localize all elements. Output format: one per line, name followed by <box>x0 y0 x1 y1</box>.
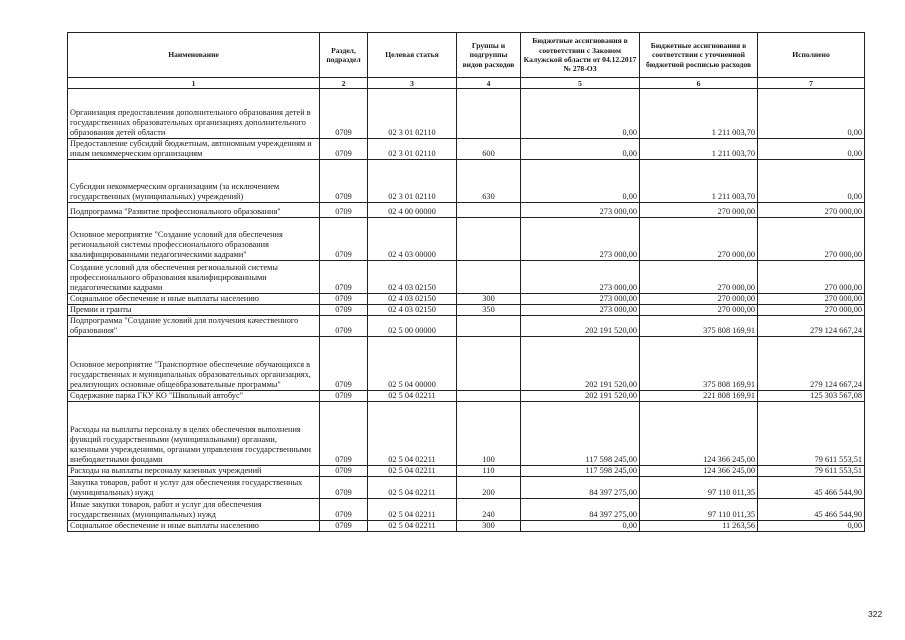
row-article-cell: 02 5 04 02211 <box>368 477 457 499</box>
row-roster-amount-cell: 270 000,00 <box>640 218 758 261</box>
col-header-group: Группы и подгруппы видов расходов <box>457 33 521 78</box>
row-roster-amount-cell: 1 211 003,70 <box>640 160 758 203</box>
col-header-done: Исполнено <box>758 33 865 78</box>
col-header-name: Наименование <box>68 33 320 78</box>
row-group-cell <box>457 203 521 218</box>
row-roster-amount-cell: 11 263,56 <box>640 521 758 532</box>
row-group-cell <box>457 261 521 294</box>
row-roster-amount-cell: 1 211 003,70 <box>640 139 758 160</box>
row-section-cell: 0709 <box>320 203 368 218</box>
table-row <box>68 316 865 337</box>
row-name-cell: Расходы на выплаты персоналу в целях обеспечения выполнения функций государственными (муниципальными) органами, казенными учреждениями, органами управления государственными внебюджетными фондами <box>68 402 320 466</box>
row-section-cell: 0709 <box>320 402 368 466</box>
row-section-cell: 0709 <box>320 391 368 402</box>
row-name-cell: Социальное обеспечение и иные выплаты населению <box>68 521 320 532</box>
table-row <box>68 139 865 160</box>
row-law-amount-cell: 84 397 275,00 <box>521 499 640 521</box>
row-done-amount-cell: 270 000,00 <box>758 305 865 316</box>
row-group-cell <box>457 337 521 391</box>
row-group-cell <box>457 218 521 261</box>
column-number-row <box>68 78 865 89</box>
row-section-cell: 0709 <box>320 218 368 261</box>
row-law-amount-cell: 273 000,00 <box>521 261 640 294</box>
row-article-cell: 02 3 01 02110 <box>368 160 457 203</box>
row-law-amount-cell: 273 000,00 <box>521 305 640 316</box>
row-article-cell: 02 5 04 02211 <box>368 521 457 532</box>
row-law-amount-cell: 273 000,00 <box>521 294 640 305</box>
row-roster-amount-cell: 270 000,00 <box>640 294 758 305</box>
row-law-amount-cell: 273 000,00 <box>521 203 640 218</box>
row-done-amount-cell: 0,00 <box>758 139 865 160</box>
row-name-cell: Подпрограмма "Развитие профессионального образования" <box>68 203 320 218</box>
col-header-law: Бюджетные ассигнования в соответствии с Законом Калужской области от 04.12.2017 № 278-ОЗ <box>521 33 640 78</box>
row-section-cell: 0709 <box>320 466 368 477</box>
row-section-cell: 0709 <box>320 477 368 499</box>
row-roster-amount-cell: 97 110 011,35 <box>640 499 758 521</box>
row-section-cell: 0709 <box>320 89 368 139</box>
row-roster-amount-cell: 1 211 003,70 <box>640 89 758 139</box>
row-article-cell: 02 3 01 02110 <box>368 89 457 139</box>
row-law-amount-cell: 0,00 <box>521 89 640 139</box>
row-roster-amount-cell: 221 808 169,91 <box>640 391 758 402</box>
row-done-amount-cell: 79 611 553,51 <box>758 402 865 466</box>
page-number: 322 <box>868 609 883 619</box>
row-section-cell: 0709 <box>320 294 368 305</box>
table-row <box>68 477 865 499</box>
table-body <box>68 89 865 532</box>
row-article-cell: 02 4 03 02150 <box>368 294 457 305</box>
row-law-amount-cell: 0,00 <box>521 139 640 160</box>
row-name-cell: Иные закупки товаров, работ и услуг для обеспечения государственных (муниципальных) нужд <box>68 499 320 521</box>
table-row <box>68 499 865 521</box>
row-section-cell: 0709 <box>320 337 368 391</box>
row-done-amount-cell: 270 000,00 <box>758 261 865 294</box>
row-roster-amount-cell: 270 000,00 <box>640 305 758 316</box>
row-article-cell: 02 5 04 00000 <box>368 337 457 391</box>
table-row <box>68 521 865 532</box>
col-header-article: Целевая статья <box>368 33 457 78</box>
row-article-cell: 02 4 00 00000 <box>368 203 457 218</box>
table-row <box>68 402 865 466</box>
col-number: 4 <box>457 78 521 89</box>
row-section-cell: 0709 <box>320 316 368 337</box>
row-name-cell: Основное мероприятие "Создание условий для обеспечения региональной системы профессионального образования квалифицированными педагогическими кадрами" <box>68 218 320 261</box>
row-article-cell: 02 5 04 02211 <box>368 499 457 521</box>
row-done-amount-cell: 270 000,00 <box>758 203 865 218</box>
row-name-cell: Социальное обеспечение и иные выплаты населению <box>68 294 320 305</box>
row-section-cell: 0709 <box>320 305 368 316</box>
row-group-cell: 630 <box>457 160 521 203</box>
row-roster-amount-cell: 270 000,00 <box>640 203 758 218</box>
row-group-cell: 110 <box>457 466 521 477</box>
row-name-cell: Расходы на выплаты персоналу казенных учреждений <box>68 466 320 477</box>
row-done-amount-cell: 0,00 <box>758 89 865 139</box>
row-law-amount-cell: 84 397 275,00 <box>521 477 640 499</box>
row-law-amount-cell: 0,00 <box>521 160 640 203</box>
row-group-cell: 240 <box>457 499 521 521</box>
col-header-roster: Бюджетные ассигнования в соответствии с уточненной бюджетной росписью расходов <box>640 33 758 78</box>
row-name-cell: Организация предоставления дополнительного образования детей в государственных образовательных организациях дополнительного образования детей области <box>68 89 320 139</box>
header-row <box>68 33 865 78</box>
row-done-amount-cell: 279 124 667,24 <box>758 316 865 337</box>
table-row <box>68 218 865 261</box>
col-number: 6 <box>640 78 758 89</box>
row-name-cell: Субсидии некоммерческим организациям (за исключением государственных (муниципальных) учреждений) <box>68 160 320 203</box>
row-group-cell: 600 <box>457 139 521 160</box>
table-row <box>68 337 865 391</box>
row-roster-amount-cell: 375 808 169,91 <box>640 337 758 391</box>
row-article-cell: 02 5 00 00000 <box>368 316 457 337</box>
row-group-cell: 300 <box>457 294 521 305</box>
row-done-amount-cell: 125 303 567,08 <box>758 391 865 402</box>
row-done-amount-cell: 270 000,00 <box>758 218 865 261</box>
row-article-cell: 02 5 04 02211 <box>368 391 457 402</box>
row-name-cell: Подпрограмма "Создание условий для получения качественного образования" <box>68 316 320 337</box>
row-name-cell: Закупка товаров, работ и услуг для обеспечения государственных (муниципальных) нужд <box>68 477 320 499</box>
row-section-cell: 0709 <box>320 160 368 203</box>
row-done-amount-cell: 279 124 667,24 <box>758 337 865 391</box>
row-group-cell: 200 <box>457 477 521 499</box>
row-roster-amount-cell: 124 366 245,00 <box>640 402 758 466</box>
table-row <box>68 89 865 139</box>
row-done-amount-cell: 0,00 <box>758 521 865 532</box>
row-article-cell: 02 5 04 02211 <box>368 466 457 477</box>
table-row <box>68 160 865 203</box>
row-law-amount-cell: 117 598 245,00 <box>521 466 640 477</box>
row-law-amount-cell: 117 598 245,00 <box>521 402 640 466</box>
row-name-cell: Содержание парка ГКУ КО "Школьный автобус" <box>68 391 320 402</box>
row-law-amount-cell: 202 191 520,00 <box>521 337 640 391</box>
row-done-amount-cell: 270 000,00 <box>758 294 865 305</box>
row-roster-amount-cell: 97 110 011,35 <box>640 477 758 499</box>
row-law-amount-cell: 273 000,00 <box>521 218 640 261</box>
row-law-amount-cell: 202 191 520,00 <box>521 316 640 337</box>
row-roster-amount-cell: 375 808 169,91 <box>640 316 758 337</box>
row-group-cell <box>457 89 521 139</box>
row-roster-amount-cell: 124 366 245,00 <box>640 466 758 477</box>
row-group-cell <box>457 316 521 337</box>
col-number: 2 <box>320 78 368 89</box>
row-section-cell: 0709 <box>320 521 368 532</box>
col-header-section: Раздел, подраздел <box>320 33 368 78</box>
row-article-cell: 02 4 03 02150 <box>368 305 457 316</box>
col-number: 7 <box>758 78 865 89</box>
row-law-amount-cell: 202 191 520,00 <box>521 391 640 402</box>
col-number: 1 <box>68 78 320 89</box>
row-law-amount-cell: 0,00 <box>521 521 640 532</box>
table-row <box>68 391 865 402</box>
row-done-amount-cell: 0,00 <box>758 160 865 203</box>
row-article-cell: 02 5 04 02211 <box>368 402 457 466</box>
table-row <box>68 305 865 316</box>
row-section-cell: 0709 <box>320 499 368 521</box>
table-row <box>68 294 865 305</box>
row-name-cell: Создание условий для обеспечения региональной системы профессионального образования квалифицированными педагогическими кадрами <box>68 261 320 294</box>
table-row <box>68 203 865 218</box>
row-done-amount-cell: 45 466 544,90 <box>758 499 865 521</box>
budget-table <box>67 32 865 532</box>
row-group-cell: 350 <box>457 305 521 316</box>
row-group-cell: 100 <box>457 402 521 466</box>
col-number: 5 <box>521 78 640 89</box>
row-done-amount-cell: 79 611 553,51 <box>758 466 865 477</box>
row-name-cell: Основное мероприятие "Транспортное обеспечение обучающихся в государственных и муниципальных образовательных организациях, реализующих основные общеобразовательные программы" <box>68 337 320 391</box>
row-article-cell: 02 4 03 02150 <box>368 261 457 294</box>
row-article-cell: 02 3 01 02110 <box>368 139 457 160</box>
row-name-cell: Предоставление субсидий бюджетным, автономным учреждениям и иным некоммерческим организациям <box>68 139 320 160</box>
row-section-cell: 0709 <box>320 139 368 160</box>
row-name-cell: Премии и гранты <box>68 305 320 316</box>
row-group-cell: 300 <box>457 521 521 532</box>
row-article-cell: 02 4 03 00000 <box>368 218 457 261</box>
row-group-cell <box>457 391 521 402</box>
col-number: 3 <box>368 78 457 89</box>
table-row <box>68 261 865 294</box>
row-done-amount-cell: 45 466 544,90 <box>758 477 865 499</box>
row-roster-amount-cell: 270 000,00 <box>640 261 758 294</box>
row-section-cell: 0709 <box>320 261 368 294</box>
table-row <box>68 466 865 477</box>
